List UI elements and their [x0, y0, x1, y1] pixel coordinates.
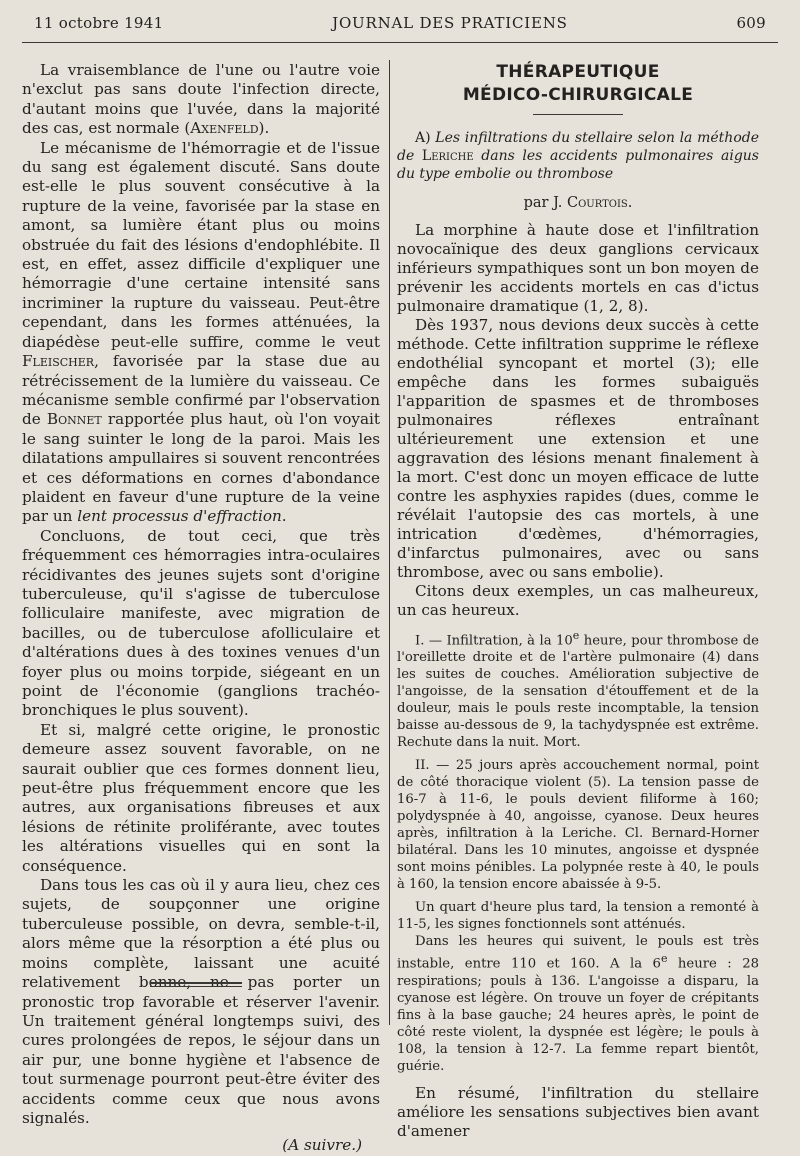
- left-paragraph: Le mécanisme de l'hémorragie et de l'issue du sang est également discuté. Sans doute est-elle le plus souvent consécutive à la rupture de la veine, favorisée par la stase en amont, sa lumière étant plus ou moins obstruée du fait des lésions d'endophlébite. Il est, en effet, assez difficile d'expliquer une hémorragie d'une certaine intensité sans incriminer la rupture du vaisseau. Peut-être cependant, dans les formes atténuées, la diapédèse peut-elle suffire, comme le veut Fleischer, favorisée par la stase due au rétrécissement de la lumière du vaisseau. Ce mécanisme semble confirmé par l'observation de Bonnet rapportée plus haut, où l'on voyait le sang suinter le long de la paroi. Mais les dilatations ampullaires si souvent rencontrées et ces déformations en cornes d'abondance plaident en faveur d'une rupture de la veine par un lent processus d'effraction.: [22, 138, 380, 526]
- article-title: A) Les infiltrations du stellaire selon la méthode de Leriche dans les accidents pulmonaires aigus du type embolie ou thrombose: [397, 130, 759, 182]
- right-column: [397, 61, 759, 1141]
- to-be-continued: (A suivre.): [282, 1136, 362, 1155]
- section-title: THÉRAPEUTIQUE MÉDICO-CHIRURGICALE: [462, 62, 694, 105]
- left-paragraph: Et si, malgré cette origine, le pronostic demeure assez souvent favorable, on ne saurait oublier que ces formes donnent lieu, peut-être plus fréquemment encore que les autres, aux organisations fibreuses et aux lésions de rétinite proliférante, avec toutes les altérations visuelles qui en sont la conséquence.: [22, 720, 380, 875]
- title-rule: [533, 114, 623, 115]
- left-paragraph: La vraisemblance de l'une ou l'autre voie n'exclut pas sans doute l'infection directe, d'autant moins que l'uvée, dans la majorité des cas, est normale (Axenfeld).: [22, 61, 380, 138]
- header-journal-title: JOURNAL DES PRATICIENS: [332, 14, 568, 32]
- left-paragraph: Concluons, de tout ceci, que très fréquemment ces hémorragies intra-oculaires récidivantes des jeunes sujets sont d'origine tuberculeuse, qu'il s'agisse de tuberculose folliculaire manifeste, avec migration de bacilles, ou de tuberculose afolliculaire et d'altérations dues à des toxines venues d'un foyer plus ou moins torpide, siégeant en un point de l'économie (ganglions trachéo-bronchiques le plus souvent).: [22, 526, 380, 720]
- end-rule: [150, 982, 242, 987]
- case-two: II. — 25 jours après accouchement normal, point de côté thoracique violent (5). La tension passe de 16-7 à 11-6, le pouls devient filiforme à 160; polydyspnée à 40, angoisse, cyanose. Deux heures après, infiltration à la Leriche. Cl. Bernard-Horner bilatéral. Dans les 10 minutes, angoisse et dyspnée sont moins pénibles. La polypnée reste à 40, le pouls à 160, la tension encore abaissée à 9-5.: [397, 758, 759, 893]
- article-author: par J. Courtois.: [523, 195, 633, 211]
- page-header: [34, 14, 766, 32]
- case-one: I. — Infiltration, à la 10e heure, pour thrombose de l'oreillette droite et de l'artère pulmonaire (4) dans les suites de couches. Amélioration subjective de l'angoisse, de la sensation d'étouffement et de la douleur, mais le pouls reste incomptable, la tension baisse au-dessous de 9, la tachydyspnée est extrême. Rechute dans la nuit. Mort.: [397, 629, 759, 751]
- right-paragraph: Citons deux exemples, un cas malheureux, un cas heureux.: [397, 582, 759, 619]
- right-paragraph: Dès 1937, nous devions deux succès à cette méthode. Cette infiltration supprime le réflexe endothélial syncopant et mortel (3); elle empêche dans les formes subaiguës l'apparition de spasmes et de thromboses pulmonaires réflexes entraînant ultérieurement une extension et une aggravation des lésions menant finalement à la mort. C'est donc un moyen efficace de lutte contre les asphyxies rapides (dues, comme le révélait l'autopsie des cas mortels, à une intrication d'œdèmes, d'hémorragies, d'infarctus pulmonaires, avec ou sans thrombose, avec ou sans embolie).: [397, 316, 759, 581]
- left-paragraph: Dans tous les cas où il y aura lieu, chez ces sujets, de soupçonner une origine tuberculeuse possible, on devra, semble-t-il, alors même que la résorption a été plus ou moins complète, laissant une acuité relativement bonne, ne pas porter un pronostic trop favorable et réserver l'avenir. Un traitement général longtemps suivi, des cures prolongées de repos, le séjour dans un air pur, une bonne hygiène et l'absence de tout surmenage pourront peut-être éviter des accidents comme ceux que nous avons signalés.: [22, 876, 380, 1127]
- right-paragraph: La morphine à haute dose et l'infiltration novocaïnique des deux ganglions cervicaux inférieurs sympathiques sont un bon moyen de prévenir les accidents mortels en cas d'ictus pulmonaire dramatique (1, 2, 8).: [397, 221, 759, 315]
- summary-paragraph: En résumé, l'infiltration du stellaire améliore les sensations subjectives bien avant d'amener: [397, 1083, 759, 1140]
- case-two-followup: Un quart d'heure plus tard, la tension a remonté à 11-5, les signes fonctionnels sont atténués.: [397, 900, 759, 933]
- case-two-outcome: Dans les heures qui suivent, le pouls est très instable, entre 110 et 160. A la 6e heure : 28 respirations; pouls à 136. L'angoisse a disparu, la cyanose est légère. On trouve un foyer de crépitants fins à la base gauche; 24 heures après, le point de côté reste violent, la dyspnée est légère; le pouls à 108, la tension à 12-7. La femme repart bientôt, guérie.: [397, 934, 759, 1074]
- header-page-number: 609: [736, 14, 766, 32]
- column-divider: [389, 60, 390, 1025]
- left-column: [22, 61, 380, 1156]
- header-date: 11 octobre 1941: [34, 14, 164, 32]
- header-rule: [22, 42, 778, 43]
